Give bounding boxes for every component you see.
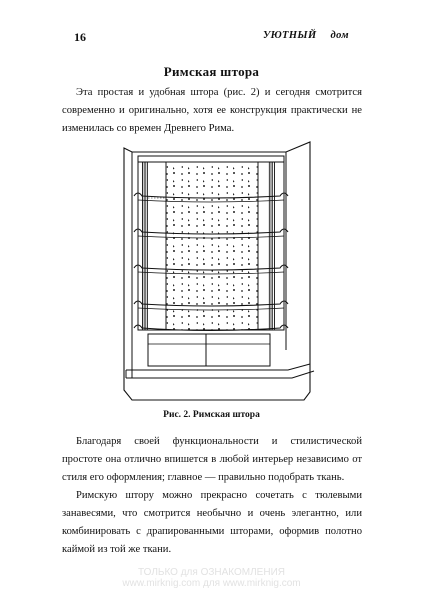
watermark-line-2: www.mirknig.com для www.mirknig.com — [122, 578, 301, 589]
figure-caption: Рис. 2. Римская штора — [163, 410, 260, 420]
roman-blind-illustration — [118, 138, 318, 404]
paragraph-body-2: Римскую штору можно прекрасно сочетать с тюлевыми занавесями, что смотрится необычно и очень элегантно, или комбинировать с драпированными шторами, оформив полотно каймой из той же ткани. — [62, 490, 362, 555]
paragraph-intro: Эта простая и удобная штора (рис. 2) и сегодня смотрится современно и оригинально, хотя ее конструкция практически не изменилась со времен Древнего Рима. — [62, 87, 362, 134]
running-header-word-2: дом — [330, 30, 349, 41]
watermark-line-1: ТОЛЬКО для ОЗНАКОМЛЕНИЯ — [138, 567, 285, 578]
article-title: Римская штора — [163, 64, 260, 79]
paragraph-body-1: Благодаря своей функциональности и стилистической простоте она отлично впишется в любой интерьер независимо от стиля его оформления; главное — правильно подобрать ткань. — [62, 436, 362, 483]
page-number: 16 — [74, 30, 86, 44]
running-header-word-1: УЮТНЫЙ — [262, 30, 317, 41]
running-header — [263, 30, 349, 41]
watermark — [0, 567, 423, 589]
